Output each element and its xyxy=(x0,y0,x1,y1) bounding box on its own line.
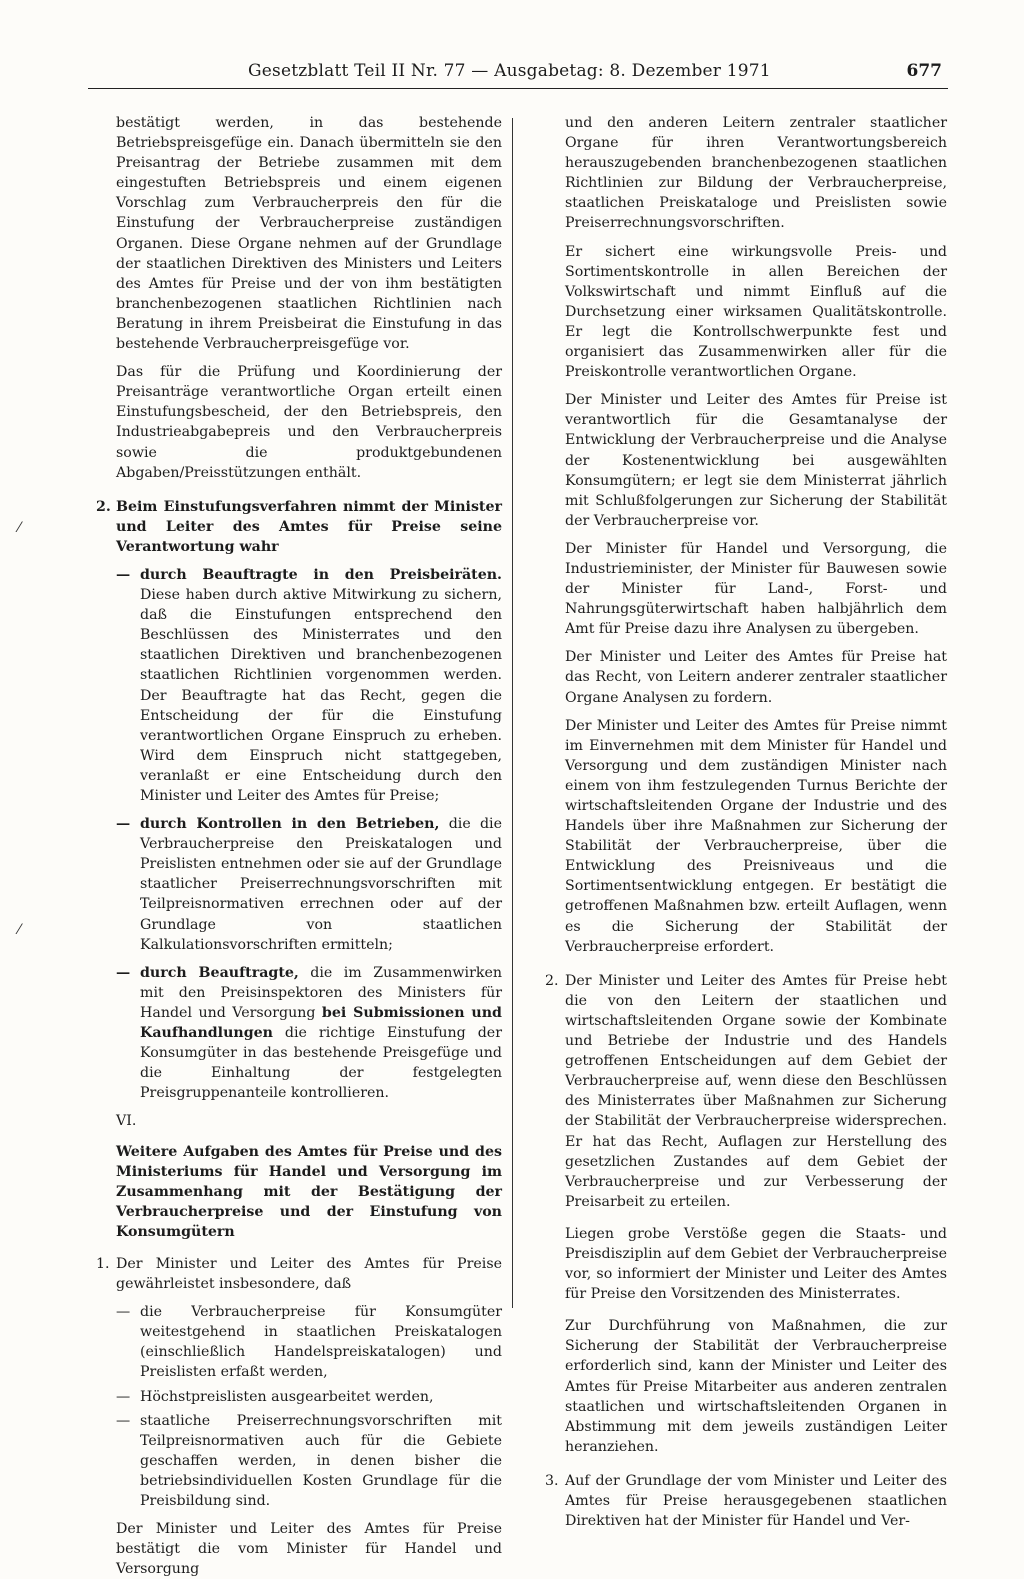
dash-marker: — xyxy=(116,964,131,981)
paragraph: Der Minister und Leiter des Amtes für Preise bestätigt die vom Minister für Handel und Versorgung xyxy=(116,1521,502,1578)
list-item-body: Diese haben durch aktive Mitwirkung zu sichern, daß die Einstufungen entsprechend den Beschlüssen des Ministerrates und den staatlichen Direktiven und branchenbezogenen staatlichen Richtlinien vorgenommen werden. Der Beauftragte hat das Recht, gegen die Entscheidung der für die Einstufung verantwortlichen Organe Einspruch zu erheben. Wird dem Einspruch nicht stattgegeben, veranlaßt er eine Entscheidung durch den Minister und Leiter des Amtes für Preise; xyxy=(140,587,502,804)
section-number: VI. xyxy=(116,1113,137,1130)
paragraph: Liegen grobe Verstöße gegen die Staats- und Preisdisziplin auf dem Gebiet der Verbraucherpreise vor, so informiert der Minister und Leiter des Amtes für Preise den Vorsitzenden des Ministerrates. xyxy=(565,1225,947,1303)
left-column xyxy=(96,113,502,1579)
list-item-text: die Verbraucherpreise für Konsumgüter weitestgehend in staatlichen Preiskatalogen (einschließlich Handelspreiskatalogen) und Preislisten erfaßt werden, xyxy=(140,1304,502,1381)
list-item-text: staatliche Preiserrechnungsvorschriften mit Teilpreisnormativen auch für die Gebiete geschaffen werden, in denen bisher die betriebsindividuellen Kosten Grundlage für die Preisbildung sind. xyxy=(140,1412,502,1509)
list-item-text xyxy=(140,565,502,806)
dash-marker: — xyxy=(116,816,131,833)
column-divider xyxy=(512,118,513,1308)
item-number: 3. xyxy=(545,1472,559,1489)
section-heading: Weitere Aufgaben des Amtes für Preise und des Ministeriums für Handel und Versorgung im Zusammenhang mit der Bestätigung der Verbraucherpreise und der Einstufung von Konsumgütern xyxy=(116,1143,502,1240)
list-item-text xyxy=(140,814,502,955)
paragraph: und den anderen Leitern zentraler staatlicher Organe für ihren Verantwortungsbereich herauszugebenden branchenbezogenen staatlichen Richtlinien zur Bildung der Verbraucherpreise, staatlichen Preiskataloge und Preislisten sowie Preiserrechnungsvorschriften. xyxy=(565,115,947,232)
numbered-item xyxy=(96,497,502,557)
paragraph: Der Minister und Leiter des Amtes für Preise hat das Recht, von Leitern anderer zentraler staatlicher Organe Analysen zu fordern. xyxy=(565,649,947,706)
list-item-lead: durch Kontrollen in den Betrieben, xyxy=(140,816,440,833)
list-item xyxy=(116,1411,502,1511)
item-number: 1. xyxy=(96,1255,110,1272)
list-item-text: Höchstpreislisten ausgearbeitet werden, xyxy=(140,1388,434,1405)
list-item-body: die richtige Einstufung der Konsumgüter in das bestehende Preisgefüge und die Einhaltung der festgelegten Preisgruppenanteile kontrollieren. xyxy=(140,1025,502,1102)
item-text: Der Minister und Leiter des Amtes für Preise gewährleistet insbesondere, daß xyxy=(116,1255,502,1293)
list-item-lead: durch Beauftragte, xyxy=(140,964,299,981)
paragraph: Der Minister und Leiter des Amtes für Preise ist verantwortlich für die Gesamtanalyse der Entwicklung der Verbraucherpreise und die Analyse der Kostenentwicklung bei ausgewählten Konsumgütern; er legt sie dem Ministerrat jährlich mit Schlußfolgerungen zur Sicherung der Stabilität der Verbraucherpreise vor. xyxy=(565,392,947,529)
item-number: 2. xyxy=(545,972,559,989)
list-item xyxy=(116,565,502,806)
paragraph: Er sichert eine wirkungsvolle Preis- und Sortimentskontrolle in allen Bereichen der Volkswirtschaft und nimmt Einfluß auf die Durchsetzung einer wirksamen Qualitätskontrolle. Er legt die Kontrollschwerpunkte fest und organisiert das Zusammenwirken aller für die Preiskontrolle verantwortlichen Organe. xyxy=(565,243,947,381)
margin-mark: ⁄ xyxy=(18,922,21,938)
list-item-text xyxy=(140,963,502,1104)
paragraph: Das für die Prüfung und Koordinierung der Preisanträge verantwortliche Organ erteilt einen Einstufungsbescheid, der den Betriebspreis, den Industrieabgabepreis und den Verbraucherpreis sowie die produktgebundenen Abgaben/Preisstützungen enthält. xyxy=(116,364,502,481)
list-item xyxy=(116,1302,502,1382)
numbered-item xyxy=(545,971,947,1212)
dash-marker: — xyxy=(116,1412,131,1429)
page-header xyxy=(88,58,948,89)
item-number: 2. xyxy=(96,498,111,515)
item-text: Beim Einstufungsverfahren nimmt der Minister und Leiter des Amtes für Preise seine Verantwortung wahr xyxy=(116,498,502,555)
dash-marker: — xyxy=(116,566,131,583)
item-text: Auf der Grundlage der vom Minister und Leiter des Amtes für Preise herausgegebenen staatlichen Direktiven hat der Minister für Handel und Ver- xyxy=(565,1472,947,1530)
list-item-body: die die Verbraucherpreise den Preiskatalogen und Preislisten entnehmen oder sie auf der Grundlage staatlicher Preiserrechnungsvorschriften mit Teilpreisnormativen errechnen oder auf der Grundlage von staatlichen Kalkulationsvorschriften ermitteln; xyxy=(140,816,502,953)
dash-marker: — xyxy=(116,1388,131,1405)
header-title: Gesetzblatt Teil II Nr. 77 — Ausgabetag: 8. Dezember 1971 xyxy=(248,61,771,81)
list-item xyxy=(116,814,502,955)
numbered-item xyxy=(545,1471,947,1531)
right-column xyxy=(545,113,947,1531)
paragraph: Der Minister und Leiter des Amtes für Preise nimmt im Einvernehmen mit dem Minister für Handel und Versorgung und dem zuständigen Minister nach einem von ihm festzulegenden Turnus Berichte der wirtschaftsleitenden Organe der Industrie und des Handels über ihre Maßnahmen zur Sicherung der Stabilität der Verbraucherpreise, über die Entwicklung des Preisniveaus und die Sortimentsentwicklung entgegen. Er bestätigt die getroffenen Maßnahmen bzw. erteilt Auflagen, wenn es die Sicherung der Stabilität der Verbraucherpreise erfordert. xyxy=(565,717,947,955)
item-text: Der Minister und Leiter des Amtes für Preise hebt die von den Leitern der staatlichen und wirtschaftsleitenden Organe sowie der Kombinate und Betriebe der Industrie und des Handels getroffenen Entscheidungen auf dem Gebiet der Verbraucherpreise auf, wenn diese den Beschlüssen des Ministerrates über Maßnahmen zur Sicherung der Stabilität der Verbraucherpreise widersprechen. Er hat das Recht, Auflagen zur Herstellung des gesetzlichen Zustandes auf dem Gebiet der Verbraucherpreise und zur Verbesserung der Preisarbeit zu erteilen. xyxy=(565,972,947,1210)
list-item xyxy=(116,1387,502,1407)
paragraph: bestätigt werden, in das bestehende Betriebspreisgefüge ein. Danach übermitteln sie den Preisantrag der Betriebe zusammen mit dem eingestuften Betriebspreis und einem eigenen Vorschlag zum Verbraucherpreis den für die Einstufung der Verbraucherpreise zuständigen Organen. Diese Organe nehmen auf der Grundlage der staatlichen Direktiven des Ministers und Leiters des Amtes für Preise und der von ihm bestätigten branchenbezogenen staatlichen Richtlinien nach Beratung in ihrem Preisbeirat die Einstufung in das bestehende Verbraucherpreisgefüge vor. xyxy=(116,115,502,353)
list-item xyxy=(116,963,502,1104)
list-item-emphasis: bei Submissionen und Kaufhandlungen xyxy=(140,1004,502,1042)
paragraph: Der Minister für Handel und Versorgung, die Industrieminister, der Minister für Bauwesen sowie der Minister für Land-, Forst- und Nahrungsgüterwirtschaft haben halbjährlich dem Amt für Preise dazu ihre Analysen zu übergeben. xyxy=(565,540,947,638)
paragraph: Zur Durchführung von Maßnahmen, die zur Sicherung der Stabilität der Verbraucherpreise erforderlich sind, kann der Minister und Leiter des Amtes für Preise Mitarbeiter aus anderen zentralen staatlichen und wirtschaftsleitenden Organen in Abstimmung mit dem jeweils zuständigen Leiter heranziehen. xyxy=(565,1318,947,1455)
list-item-body: die im Zusammenwirken mit den Preisinspektoren des Ministers für Handel und Versorgung xyxy=(140,964,502,1021)
dash-marker: — xyxy=(116,1304,131,1321)
list-item-lead: durch Beauftragte in den Preisbeiräten. xyxy=(140,566,502,583)
page-number: 677 xyxy=(906,61,942,81)
numbered-item xyxy=(96,1254,502,1294)
margin-mark: ⁄ xyxy=(18,520,21,536)
